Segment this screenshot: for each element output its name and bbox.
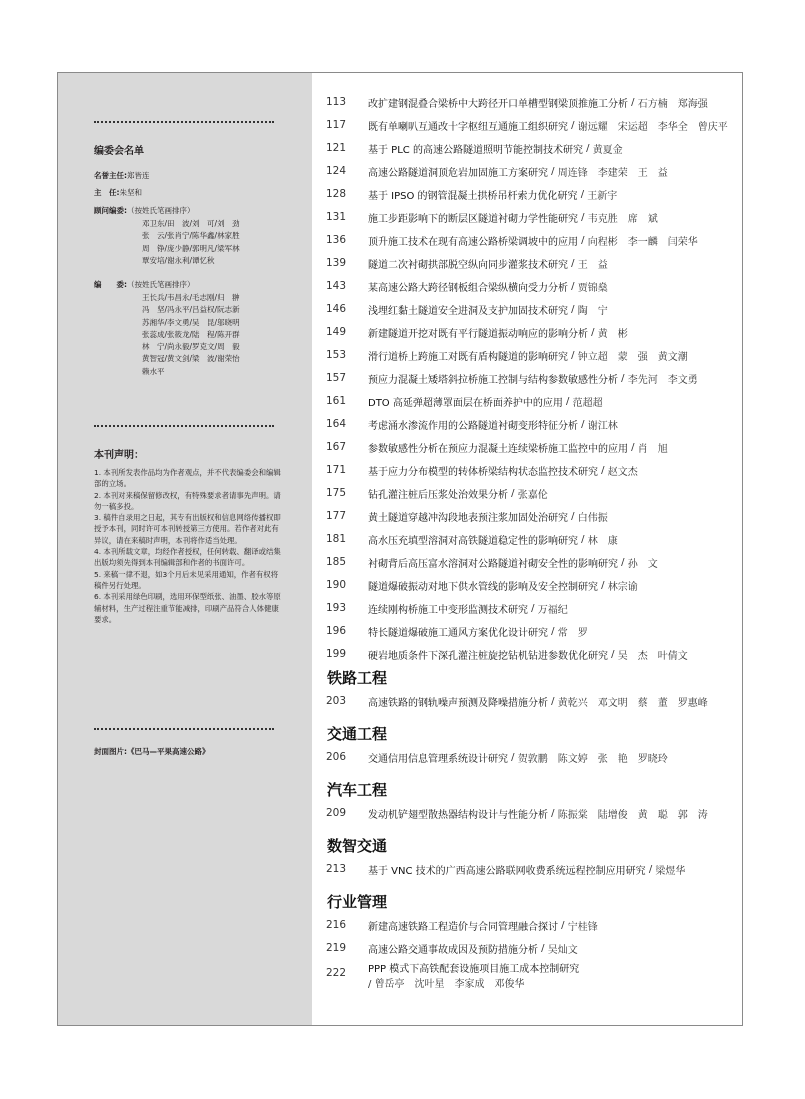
entry-title: 新建高速铁路工程造价与合同管理融合探讨 — [368, 921, 558, 933]
entry-title: 预应力混凝土矮塔斜拉桥施工控制与结构参数敏感性分析 — [368, 374, 618, 386]
entry-authors: 王新宇 — [587, 190, 618, 202]
entry-authors: 陈振棠 陆增俊 黄 聪 郭 涛 — [557, 809, 708, 821]
section-heading: 铁路工程 — [327, 669, 388, 687]
toc-entry[interactable]: 171 基于应力分布模型的转体桥梁结构状态监控技术研究 / 赵文杰 — [326, 464, 638, 478]
toc-entry[interactable]: 190 隧道爆破振动对地下供水管线的影响及安全控制研究 / 林宗谕 — [326, 579, 638, 593]
toc-entry[interactable]: 131 施工步距影响下的断层区隧道衬砌力学性能研究 / 韦克胜 席 斌 — [326, 211, 658, 225]
toc-entry[interactable]: 203 高速铁路的钢轨噪声预测及降噪措施分析 / 黄乾兴 邓文明 蔡 董 罗惠峰 — [326, 695, 708, 709]
editor-line: 张蕊成/张筱龙/陆 程/陈开群 — [142, 329, 240, 339]
toc-entry[interactable]: 139 隧道二次衬砌拱部脱空纵向同步灌浆技术研究 / 王 益 — [326, 257, 608, 271]
entry-title: 考虑涌水渗流作用的公路隧道衬砌变形特征分析 — [368, 420, 578, 432]
page-number: 199 — [326, 648, 347, 660]
entry-title: 隧道二次衬砌拱部脱空纵向同步灌浆技术研究 — [368, 259, 568, 271]
page-number: 146 — [326, 303, 347, 315]
entry-title: 连续刚构桥施工中变形监测技术研究 — [368, 604, 528, 616]
director-label: 主 任: — [94, 188, 120, 197]
entry-title: 基于应力分布模型的转体桥梁结构状态监控技术研究 — [368, 466, 598, 478]
toc-entry[interactable]: 199 硬岩地质条件下深孔灌注桩旋挖钻机钻进参数优化研究 / 吴 杰 叶倩文 — [326, 648, 688, 662]
page-number: 164 — [326, 418, 347, 430]
toc-entry[interactable]: 206 交通信用信息管理系统设计研究 / 贺敦鹏 陈文婷 张 艳 罗晓玲 — [326, 751, 668, 765]
page-number: 175 — [326, 487, 347, 499]
advisor-line: 邓卫东/田 波/刘 可/刘 劲 — [142, 219, 240, 228]
entry-title: 参数敏感性分析在预应力混凝土连续梁桥施工监控中的应用 — [368, 443, 628, 455]
cover-label: 封面图片: — [94, 747, 127, 756]
toc-entry[interactable]: 121 基于 PLC 的高速公路隧道照明节能控制技术研究 / 黄夏金 — [326, 142, 623, 156]
statement-item: 5. 来稿一律不退，如3个月后未见采用通知，作者有权将稿件另行处理。 — [94, 569, 279, 590]
page-number: 213 — [326, 863, 347, 875]
entry-authors: 梁煜华 — [655, 865, 686, 877]
page-number: 181 — [326, 533, 347, 545]
section-heading: 交通工程 — [327, 725, 388, 743]
cover-row — [94, 746, 210, 759]
entry-authors: 常 罗 — [557, 627, 588, 639]
entry-authors: 吴灿文 — [547, 944, 578, 956]
entry-authors: 孙 文 — [627, 558, 658, 570]
page-number: 161 — [326, 395, 347, 407]
toc-entry[interactable]: 117 既有单喇叭互通改十字枢纽互通施工组织研究 / 谢远耀 宋运超 李华全 曾庆平 — [326, 119, 728, 133]
page-number: 219 — [326, 942, 347, 954]
cover-value: 《巴马—平果高速公路》 — [127, 747, 210, 756]
entry-title: 高水压充填型溶洞对高铁隧道稳定性的影响研究 — [368, 535, 578, 547]
advisor-line: 覃安培/谢永利/谭忆秋 — [142, 255, 215, 265]
page-number: 177 — [326, 510, 347, 522]
page-number: 157 — [326, 372, 347, 384]
page-number: 190 — [326, 579, 347, 591]
entry-authors: 宁桂锋 — [567, 921, 598, 933]
entry-authors: 石方楠 郑海强 — [637, 98, 708, 110]
entry-title: 高速公路隧道洞顶危岩加固施工方案研究 — [368, 167, 548, 179]
entry-title: 某高速公路大跨径钢板组合梁纵横向受力分析 — [368, 282, 568, 294]
entry-title: 黄土隧道穿越冲沟段地表预注浆加固处治研究 — [368, 512, 568, 524]
advisors-names — [142, 218, 272, 267]
director-row — [94, 187, 142, 200]
page-number: 121 — [326, 142, 347, 154]
toc-entry[interactable]: 216 新建高速铁路工程造价与合同管理融合探讨 / 宁桂锋 — [326, 919, 598, 933]
toc-entry[interactable]: 209 发动机铲翅型散热器结构设计与性能分析 / 陈振棠 陆增俊 黄 聪 郭 涛 — [326, 807, 708, 821]
section-heading: 汽车工程 — [327, 781, 388, 799]
entry-title: 既有单喇叭互通改十字枢纽互通施工组织研究 — [368, 121, 568, 133]
toc-entry[interactable]: 113 改扩建钢混叠合梁桥中大跨径开口单槽型钢梁顶推施工分析 / 石方楠 郑海强 — [326, 96, 708, 110]
page-number: 153 — [326, 349, 347, 361]
page-number: 136 — [326, 234, 347, 246]
page-number: 222 — [326, 967, 347, 979]
entry-authors: 白伟振 — [577, 512, 608, 524]
statement-item: 2. 本刊对来稿保留修改权，有特殊要求者请事先声明。请勿一稿多投。 — [94, 490, 281, 511]
entry-title: 滑行道桥上跨施工对既有盾构隧道的影响研究 — [368, 351, 568, 363]
entry-title: 基于 IPSO 的钢管混凝土拱桥吊杆索力优化研究 — [368, 190, 578, 202]
editors-note: （按姓氏笔画排序） — [127, 280, 195, 289]
editors-row — [94, 279, 195, 292]
entry-title: 高速铁路的钢轨噪声预测及降噪措施分析 — [368, 697, 548, 709]
section-heading: 数智交通 — [327, 837, 388, 855]
toc-entry[interactable]: 177 黄土隧道穿越冲沟段地表预注浆加固处治研究 / 白伟振 — [326, 510, 608, 524]
page-number: 128 — [326, 188, 347, 200]
entry-title: 发动机铲翅型散热器结构设计与性能分析 — [368, 809, 548, 821]
entry-title: 高速公路交通事故成因及预防措施分析 — [368, 944, 538, 956]
divider — [94, 121, 274, 123]
editor-line: 苏湘华/李文勇/吴 昆/邬晓明 — [142, 317, 240, 327]
page-number: 206 — [326, 751, 347, 763]
statement-item: 6. 本刊采用绿色印刷，选用环保型纸张、油墨、胶水等原辅材料，生产过程注重节能减排，印刷产品符合人体健康要求。 — [94, 592, 281, 624]
toc-entry[interactable]: 219 高速公路交通事故成因及预防措施分析 / 吴灿文 — [326, 942, 578, 956]
editor-line: 林 宁/尚永毅/罗克文/周 毅 — [142, 342, 240, 352]
entry-authors: 黄夏金 — [592, 144, 623, 156]
page-number: 193 — [326, 602, 347, 614]
advisor-line: 张 云/张肖宁/陈华鑫/林家胜 — [142, 231, 240, 241]
toc-entry[interactable]: 161 DTO 高延弹超薄罩面层在桥面养护中的应用 / 范超超 — [326, 395, 603, 409]
statement-item: 1. 本刊所发表作品均为作者观点，并不代表编委会和编辑部的立场。 — [94, 468, 281, 489]
entry-title: 基于 PLC 的高速公路隧道照明节能控制技术研究 — [368, 144, 583, 156]
editors-names — [142, 292, 272, 378]
page-number: 216 — [326, 919, 347, 931]
entry-authors: 谢江林 — [587, 420, 618, 432]
entry-title: 改扩建钢混叠合梁桥中大跨径开口单槽型钢梁顶推施工分析 — [368, 98, 628, 110]
advisors-note: （按姓氏笔画排序） — [127, 206, 195, 215]
statement-item: 4. 本刊所载文章，均经作者授权，任何转载、翻译或结集出版均须先得到本刊编辑部和作者的书面许可。 — [94, 547, 281, 568]
entry-authors: 范超超 — [572, 397, 603, 409]
toc-entry[interactable]: 128 基于 IPSO 的钢管混凝土拱桥吊杆索力优化研究 / 王新宇 — [326, 188, 618, 202]
page-number: 203 — [326, 695, 347, 707]
entry-authors: 向程彬 李一麟 闫荣华 — [587, 236, 698, 248]
toc-entry[interactable]: 149 新建隧道开挖对既有平行隧道振动响应的影响分析 / 黄 彬 — [326, 326, 628, 340]
page-number: 209 — [326, 807, 347, 819]
entry-authors: 黄 彬 — [597, 328, 628, 340]
editor-line: 王长兵/韦昌永/毛志刚/归 翀 — [142, 293, 240, 302]
entry-title: 基于 VNC 技术的广西高速公路联网收费系统远程控制应用研究 — [368, 865, 646, 877]
entry-authors: 吴 杰 叶倩文 — [617, 650, 688, 662]
director-value: 朱坚和 — [119, 188, 142, 197]
entry-authors: 肖 旭 — [637, 443, 668, 455]
editor-line: 黄智冠/黄文剑/梁 波/谢荣怡 — [142, 354, 240, 364]
entry-authors: 贺敦鹏 陈文婷 张 艳 罗晓玲 — [517, 753, 668, 765]
divider — [94, 728, 274, 730]
page-number: 117 — [326, 119, 347, 131]
entry-authors: 韦克胜 席 斌 — [587, 213, 658, 225]
entry-authors: 钟立超 蒙 强 黄文潮 — [577, 351, 688, 363]
entry-title: 钻孔灌注桩后压浆处治效果分析 — [368, 489, 508, 501]
statement-body — [94, 467, 284, 625]
entry-title: 顶升施工技术在现有高速公路桥梁调坡中的应用 — [368, 236, 578, 248]
entry-title: 硬岩地质条件下深孔灌注桩旋挖钻机钻进参数优化研究 — [368, 650, 608, 662]
advisors-label: 顾问编委: — [94, 206, 127, 215]
entry-authors: 李先河 李文勇 — [627, 374, 698, 386]
toc-entry[interactable]: 167 参数敏感性分析在预应力混凝土连续梁桥施工监控中的应用 / 肖 旭 — [326, 441, 668, 455]
entry-title: 隧道爆破振动对地下供水管线的影响及安全控制研究 — [368, 581, 598, 593]
toc-entry[interactable]: 175 钻孔灌注桩后压浆处治效果分析 / 张嘉伦 — [326, 487, 548, 501]
toc-entry[interactable]: 213 基于 VNC 技术的广西高速公路联网收费系统远程控制应用研究 / 梁煜华 — [326, 863, 686, 877]
page-number: 124 — [326, 165, 347, 177]
committee-title: 编委会名单 — [94, 146, 144, 157]
toc-entry[interactable]: 164 考虑涌水渗流作用的公路隧道衬砌变形特征分析 / 谢江林 — [326, 418, 618, 432]
statement-title: 本刊声明： — [94, 450, 144, 461]
editor-line: 冯 坚/冯永平/吕益权/阮志新 — [142, 305, 240, 315]
entry-title: 施工步距影响下的断层区隧道衬砌力学性能研究 — [368, 213, 578, 225]
page-number: 167 — [326, 441, 347, 453]
entry-authors: 黄乾兴 邓文明 蔡 董 罗惠峰 — [557, 697, 708, 709]
page-number: 196 — [326, 625, 347, 637]
entry-title: DTO 高延弹超薄罩面层在桥面养护中的应用 — [368, 397, 563, 409]
page-number: 113 — [326, 96, 347, 108]
entry-authors: 赵文杰 — [607, 466, 638, 478]
entry-authors: 周连锋 李建荣 王 益 — [557, 167, 668, 179]
toc-entry[interactable]: 143 某高速公路大跨径钢板组合梁纵横向受力分析 / 贾锦燊 — [326, 280, 608, 294]
entry-authors: 张嘉伦 — [517, 489, 548, 501]
honorary-row — [94, 170, 150, 183]
honorary-label: 名誉主任: — [94, 171, 127, 180]
toc-entry[interactable]: 196 特长隧道爆破施工通风方案优化设计研究 / 常 罗 — [326, 625, 588, 639]
page-number: 139 — [326, 257, 347, 269]
entry-title: 新建隧道开挖对既有平行隧道振动响应的影响分析 — [368, 328, 588, 340]
editor-line: 赖水平 — [142, 366, 165, 376]
section-heading: 行业管理 — [327, 893, 388, 911]
toc-entry[interactable]: 193 连续刚构桥施工中变形监测技术研究 / 万福纪 — [326, 602, 568, 616]
entry-title: 衬砌背后高压富水溶洞对公路隧道衬砌安全性的影响研究 — [368, 558, 618, 570]
statement-item: 3. 稿件自录用之日起，其专有出版权和信息网络传播权即授予本刊，同时许可本刊转授第三方使用。若作者对此有异议，请在来稿时声明，本刊将作适当处理。 — [94, 513, 281, 545]
toc-entry[interactable]: 153 滑行道桥上跨施工对既有盾构隧道的影响研究 / 钟立超 蒙 强 黄文潮 — [326, 349, 688, 363]
entry-authors: 谢远耀 宋运超 李华全 曾庆平 — [577, 121, 728, 133]
toc-entry[interactable]: 157 预应力混凝土矮塔斜拉桥施工控制与结构参数敏感性分析 / 李先河 李文勇 — [326, 372, 698, 386]
entry-authors: 万福纪 — [537, 604, 568, 616]
entry-authors: 贾锦燊 — [577, 282, 608, 294]
entry-authors: 王 益 — [577, 259, 608, 271]
page-number: 143 — [326, 280, 347, 292]
toc-entry[interactable]: 185 衬砌背后高压富水溶洞对公路隧道衬砌安全性的影响研究 / 孙 文 — [326, 556, 658, 570]
toc-entry[interactable]: 222 PPP 模式下高铁配套设施项目施工成本控制研究 / 曾岳亭 沈叶星 李家成 邓俊华 — [326, 964, 580, 990]
advisor-line: 周 铮/庞少静/郭明凡/梁军林 — [142, 243, 240, 253]
page-number: 185 — [326, 556, 347, 568]
entry-authors: 陶 宁 — [577, 305, 608, 317]
entry-title: PPP 模式下高铁配套设施项目施工成本控制研究 — [368, 964, 580, 975]
page-number: 131 — [326, 211, 347, 223]
entry-authors: 林宗谕 — [607, 581, 638, 593]
entry-title: 浅埋红黏土隧道安全进洞及支护加固技术研究 — [368, 305, 568, 317]
entry-authors: 曾岳亭 沈叶星 李家成 邓俊华 — [374, 979, 525, 990]
toc-entry[interactable]: 181 高水压充填型溶洞对高铁隧道稳定性的影响研究 / 林 康 — [326, 533, 618, 547]
advisors-row — [94, 205, 195, 218]
toc-entry[interactable]: 124 高速公路隧道洞顶危岩加固施工方案研究 / 周连锋 李建荣 王 益 — [326, 165, 668, 179]
divider — [94, 425, 274, 427]
toc-entry[interactable]: 146 浅埋红黏土隧道安全进洞及支护加固技术研究 / 陶 宁 — [326, 303, 608, 317]
editors-label: 编 委: — [94, 280, 127, 289]
entry-title: 交通信用信息管理系统设计研究 — [368, 753, 508, 765]
entry-title: 特长隧道爆破施工通风方案优化设计研究 — [368, 627, 548, 639]
page-number: 171 — [326, 464, 347, 476]
toc-entry[interactable]: 136 顶升施工技术在现有高速公路桥梁调坡中的应用 / 向程彬 李一麟 闫荣华 — [326, 234, 698, 248]
page-number: 149 — [326, 326, 347, 338]
entry-authors: 林 康 — [587, 535, 618, 547]
honorary-value: 郑皆连 — [127, 171, 150, 180]
